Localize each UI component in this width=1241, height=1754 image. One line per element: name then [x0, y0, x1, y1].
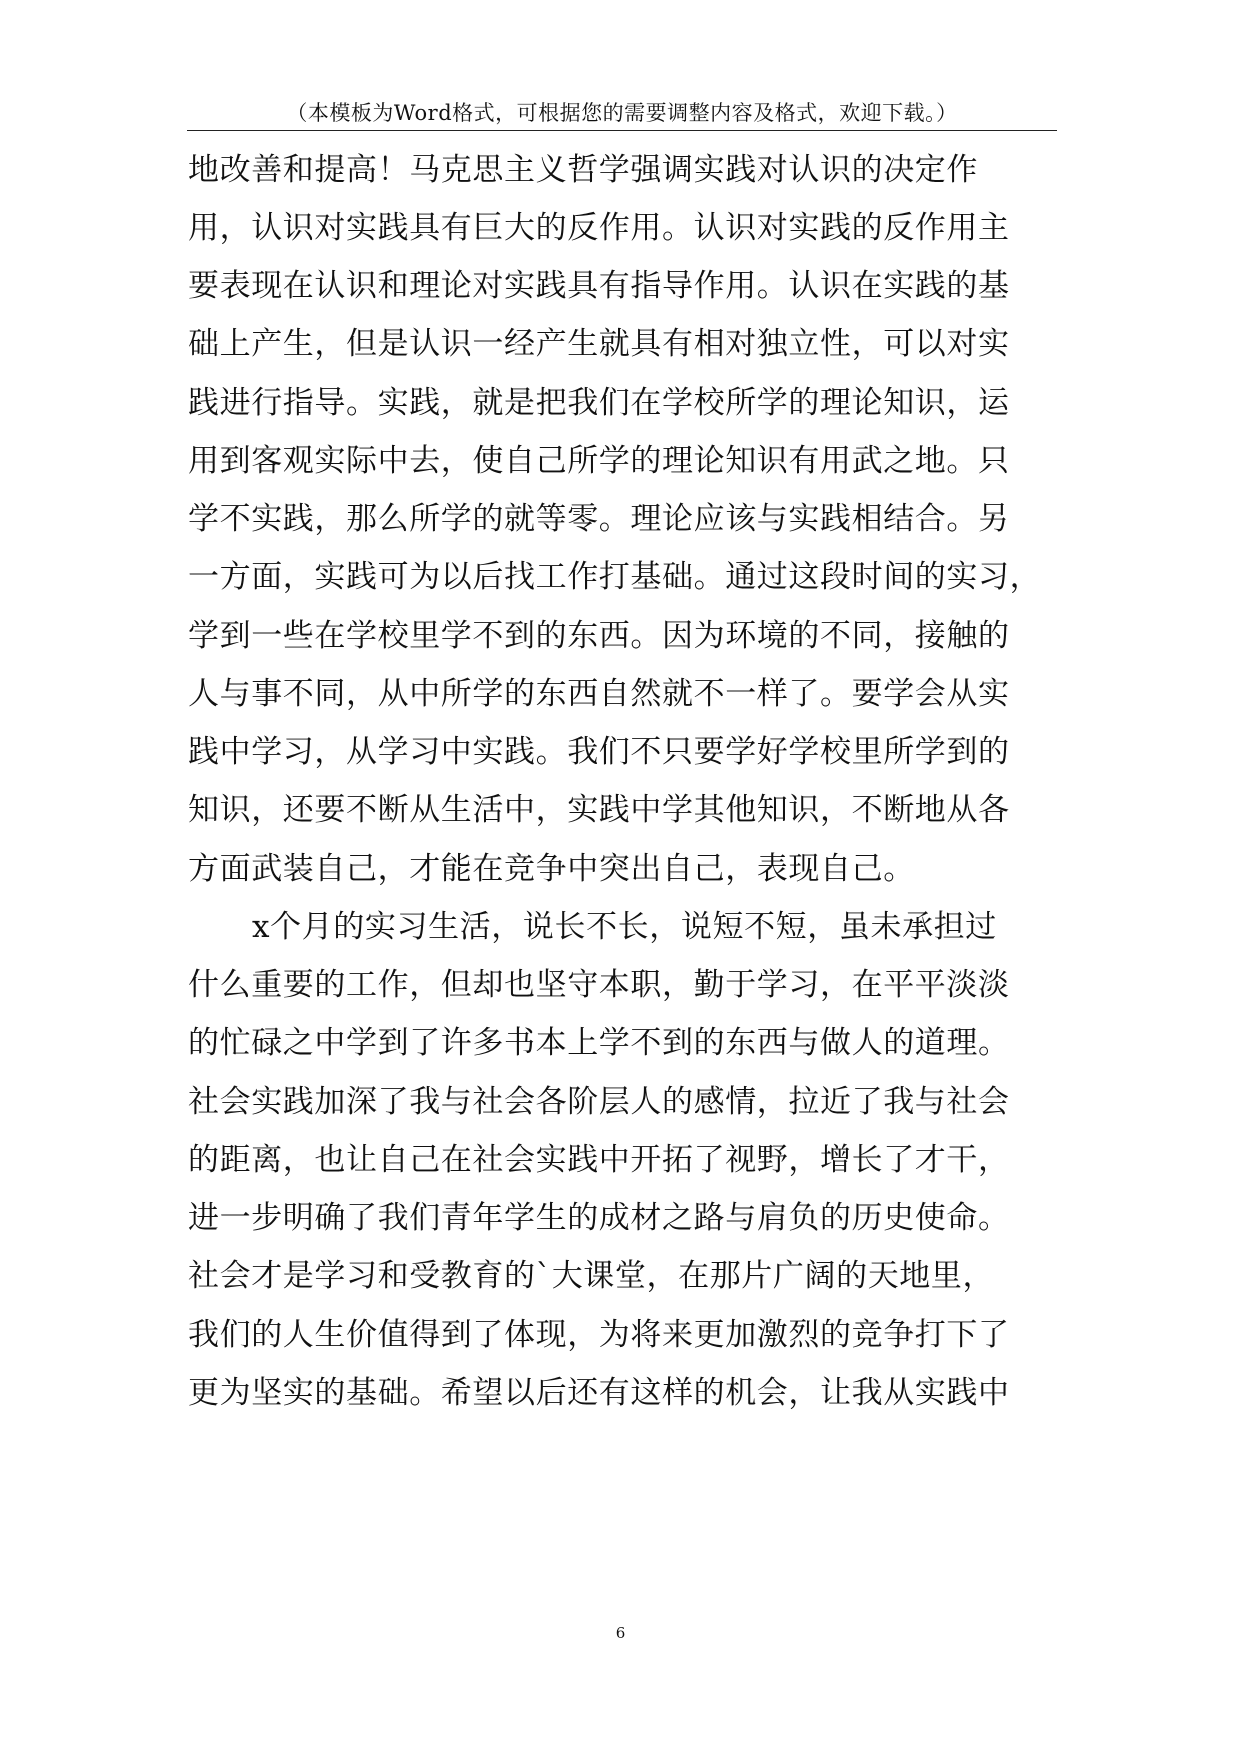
body-line: 的距离，也让自己在社会实践中开拓了视野，增长了才干， [188, 1142, 1010, 1178]
body-line: 要表现在认识和理论对实践具有指导作用。认识在实践的基 [188, 268, 1010, 304]
body-line: 学不实践，那么所学的就等零。理论应该与实践相结合。另 [188, 501, 1010, 537]
body-line: 的忙碌之中学到了许多书本上学不到的东西与做人的道理。 [188, 1025, 1010, 1061]
header-divider [187, 130, 1057, 131]
body-line: 我们的人生价值得到了体现，为将来更加激烈的竞争打下了 [188, 1317, 1010, 1353]
page-number: 6 [615, 1624, 626, 1642]
body-line: 知识，还要不断从生活中，实践中学其他知识，不断地从各 [188, 792, 1010, 828]
body-line: 进一步明确了我们青年学生的成材之路与肩负的历史使命。 [188, 1200, 1010, 1236]
body-line: 用，认识对实践具有巨大的反作用。认识对实践的反作用主 [188, 210, 1010, 246]
body-line: 地改善和提高！马克思主义哲学强调实践对认识的决定作 [188, 152, 978, 188]
body-line: 社会才是学习和受教育的`大课堂，在那片广阔的天地里， [188, 1258, 995, 1294]
body-line: 一方面，实践可为以后找工作打基础。通过这段时间的实习， [188, 559, 1042, 595]
body-line: 础上产生，但是认识一经产生就具有相对独立性，可以对实 [188, 326, 1010, 362]
body-line: 更为坚实的基础。希望以后还有这样的机会，让我从实践中 [188, 1375, 1010, 1411]
paragraph-start-line: x个月的实习生活，说长不长，说短不短，虽未承担过 [252, 909, 997, 945]
body-line: 用到客观实际中去，使自己所学的理论知识有用武之地。只 [188, 443, 1010, 479]
body-line: 践进行指导。实践，就是把我们在学校所学的理论知识，运 [188, 385, 1010, 421]
body-line: 什么重要的工作，但却也坚守本职，勤于学习，在平平淡淡 [188, 967, 1010, 1003]
template-notice-header: （本模板为Word格式，可根据您的需要调整内容及格式，欢迎下载。） [286, 101, 958, 125]
body-line: 践中学习，从学习中实践。我们不只要学好学校里所学到的 [188, 734, 1010, 770]
body-line: 学到一些在学校里学不到的东西。因为环境的不同，接触的 [188, 618, 1010, 654]
body-line: 人与事不同，从中所学的东西自然就不一样了。要学会从实 [188, 676, 1010, 712]
body-line: 社会实践加深了我与社会各阶层人的感情，拉近了我与社会 [188, 1084, 1010, 1120]
body-line: 方面武装自己，才能在竞争中突出自己，表现自己。 [188, 851, 915, 887]
